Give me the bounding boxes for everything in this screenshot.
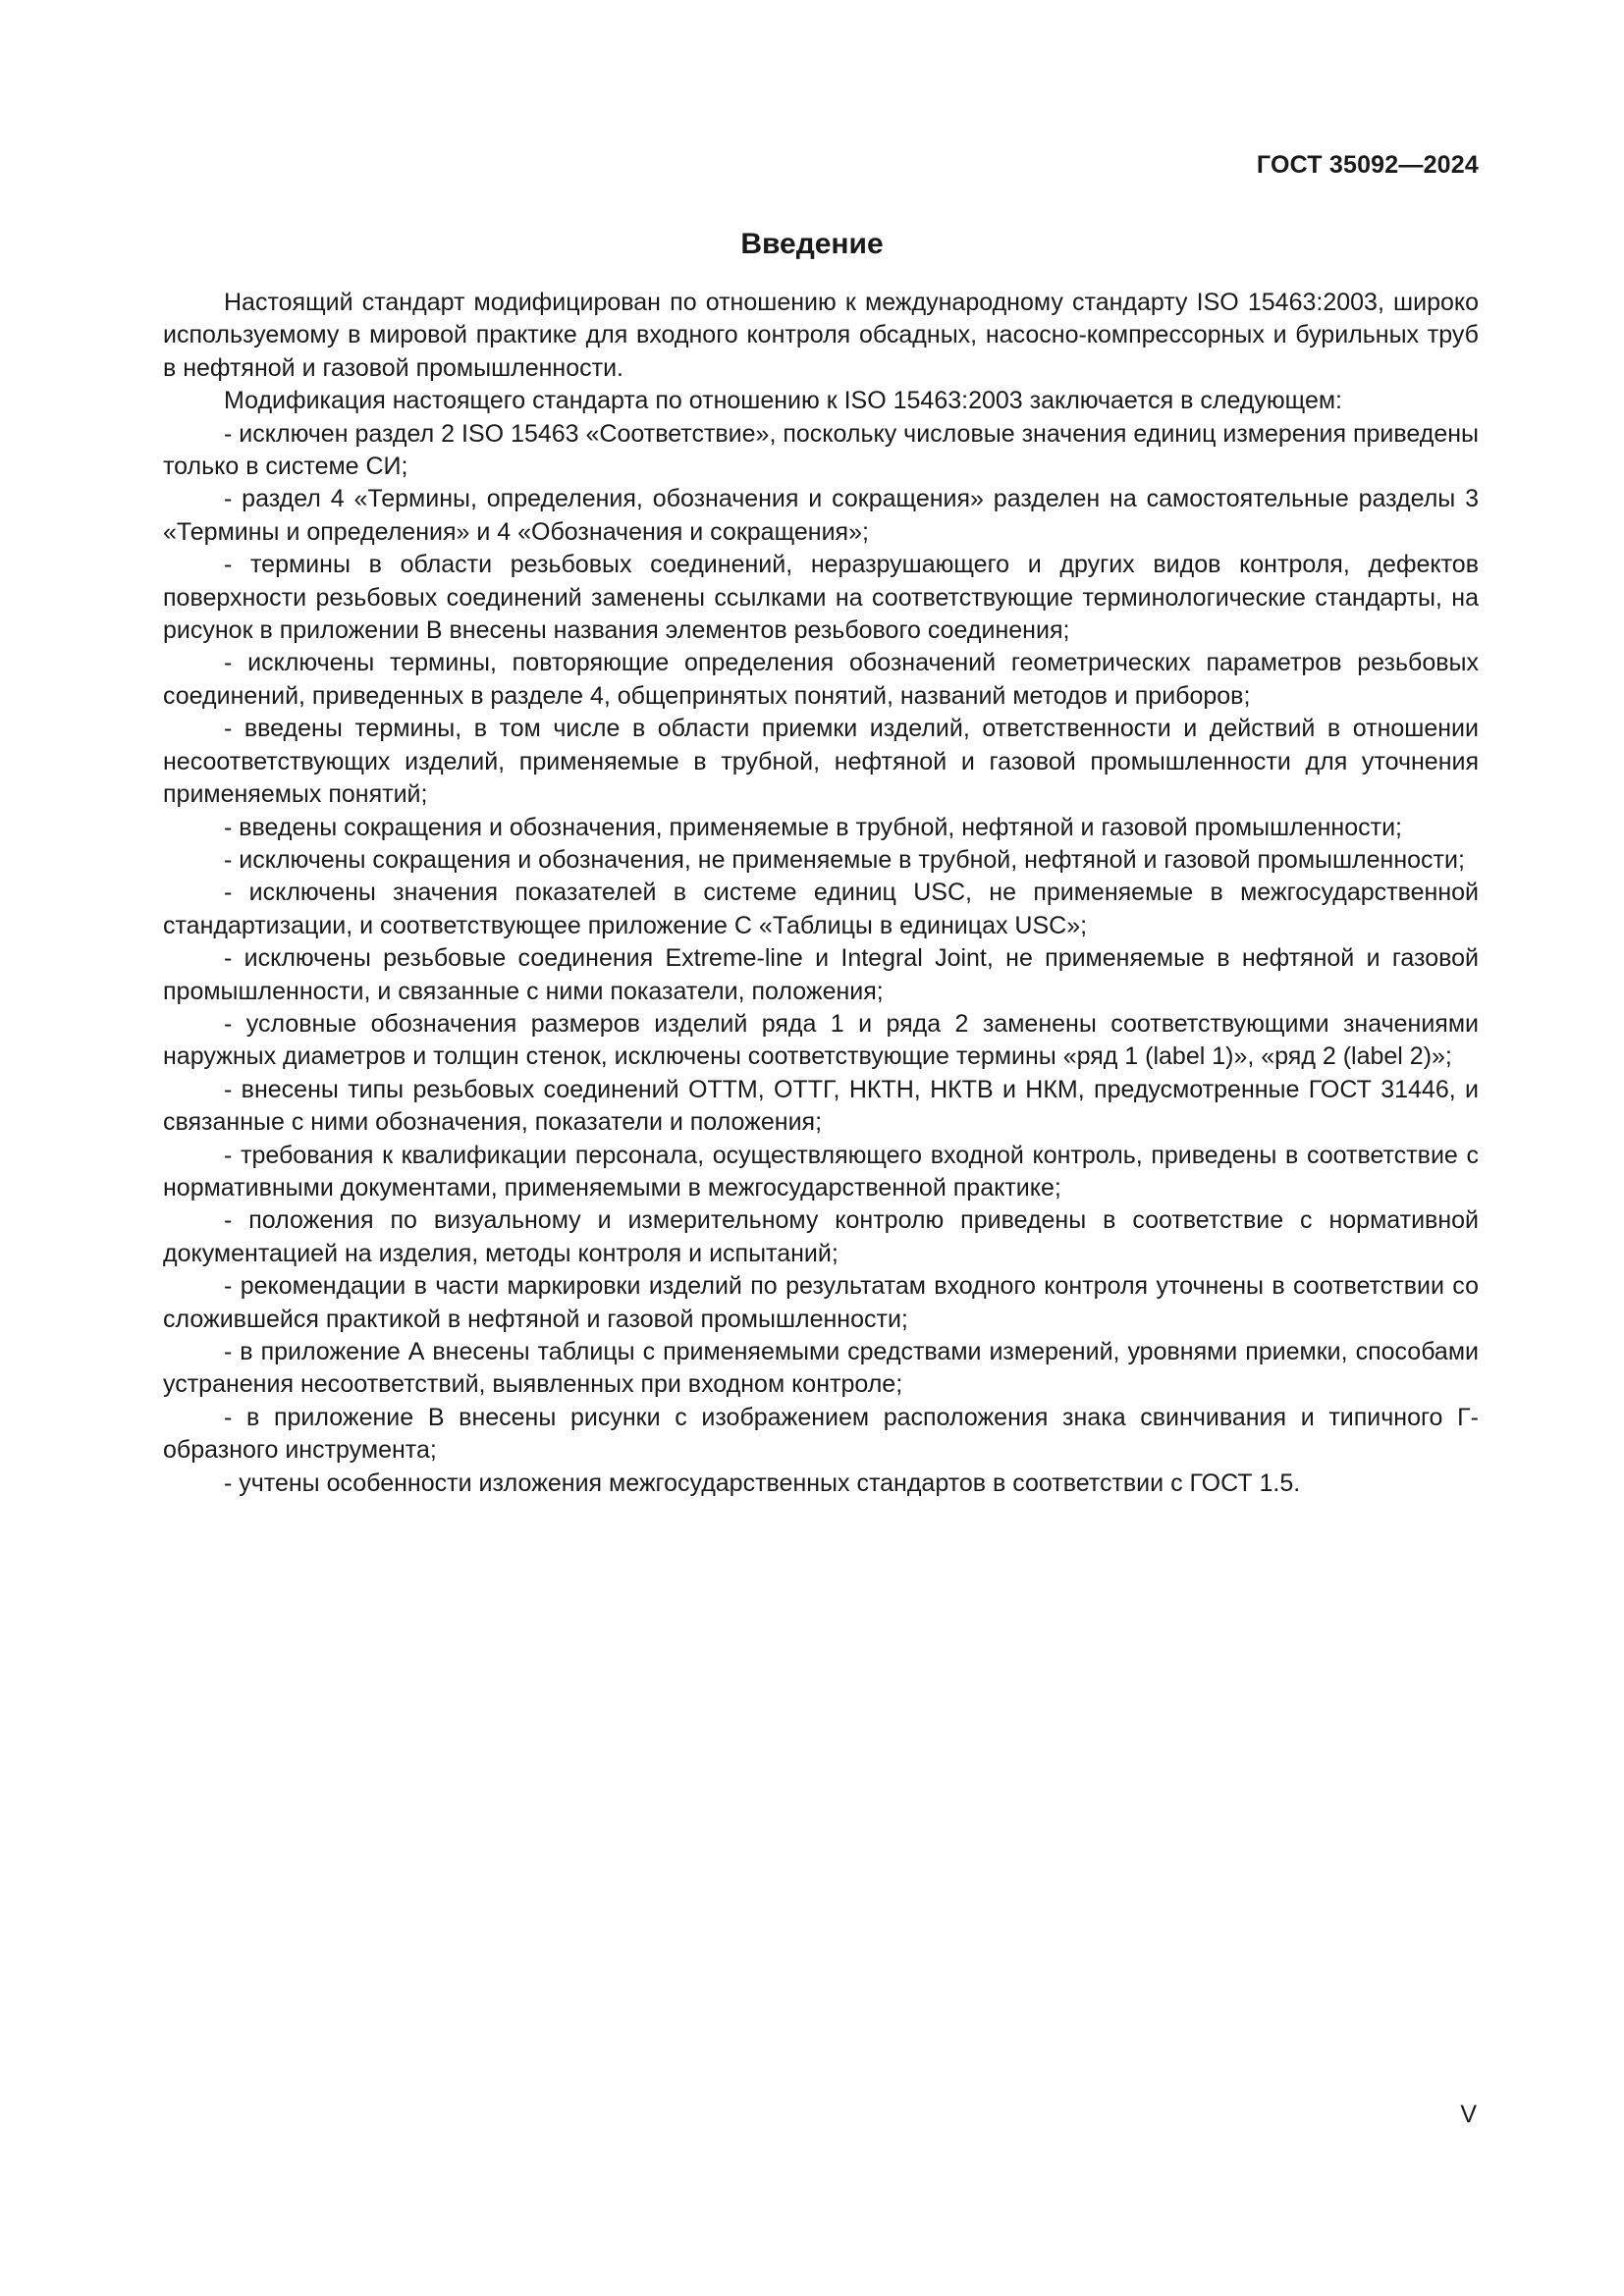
list-item: - исключены резьбовые соединения Extreme-line и Integral Joint, не применяемые в нефтяной и газовой промышленности, и связанные с ними показатели, положения; <box>163 944 1479 1005</box>
page-number: V <box>1460 2101 1477 2128</box>
list-item: - введены термины, в том числе в области приемки изделий, ответственности и действий в отношении несоответствующих изделий, применяемые в трубной, нефтяной и газовой промышленности для уточнения применяемых понятий; <box>163 715 1479 809</box>
list-item: - введены сокращения и обозначения, применяемые в трубной, нефтяной и газовой промышленности; <box>224 813 1402 841</box>
document-number: ГОСТ 35092—2024 <box>1256 151 1479 179</box>
list-item: - положения по визуальному и измерительному контролю приведены в соответствие с нормативной документацией на изделия, методы контроля и испытаний; <box>163 1206 1479 1267</box>
list-item: - рекомендации в части маркировки изделий по результатам входного контроля уточнены в соответствии со сложившейся практикой в нефтяной и газовой промышленности; <box>163 1272 1479 1333</box>
list-item: - исключены термины, повторяющие определения обозначений геометрических параметров резьбовых соединений, приведенных в разделе 4, общепринятых понятий, названий методов и приборов; <box>163 649 1479 710</box>
list-item: - условные обозначения размеров изделий ряда 1 и ряда 2 заменены соответствующими значениями наружных диаметров и толщин стенок, исключены соответствующие термины «ряд 1 (label 1)», «ряд 2 (label 2)»; <box>163 1009 1479 1071</box>
list-item: - исключен раздел 2 ISO 15463 «Соответствие», поскольку числовые значения единиц измерения приведены только в системе СИ; <box>163 419 1479 481</box>
paragraph-modification: Модификация настоящего стандарта по отношению к ISO 15463:2003 заключается в следующем: <box>224 387 1342 415</box>
introduction-body <box>163 287 1479 1500</box>
list-item: - внесены типы резьбовых соединений ОТТМ, ОТТГ, НКТН, НКТВ и НКМ, предусмотренные ГОСТ 31446, и связанные с ними обозначения, показатели и положения; <box>163 1075 1479 1137</box>
list-item: - раздел 4 «Термины, определения, обозначения и сокращения» разделен на самостоятельные разделы 3 «Термины и определения» и 4 «Обозначения и сокращения»; <box>163 485 1479 546</box>
list-item: - учтены особенности изложения межгосударственных стандартов в соответствии с ГОСТ 1.5. <box>224 1468 1301 1497</box>
list-item: - в приложение В внесены рисунки с изображением расположения знака свинчивания и типичного Г-образного инструмента; <box>163 1403 1479 1465</box>
list-item: - требования к квалификации персонала, осуществляющего входной контроль, приведены в соответствие с нормативными документами, применяемыми в межгосударственной практике; <box>163 1141 1479 1201</box>
list-item: - термины в области резьбовых соединений, неразрушающего и других видов контроля, дефектов поверхности резьбовых соединений заменены ссылками на соответствующие терминологические стандарты, на рисунок в приложении В внесены названия элементов резьбового соединения; <box>163 551 1479 645</box>
list-item: - исключены сокращения и обозначения, не применяемые в трубной, нефтяной и газовой промышленности; <box>224 845 1465 874</box>
list-item: - в приложение А внесены таблицы с применяемыми средствами измерений, уровнями приемки, способами устранения несоответствий, выявленных при входном контроле; <box>163 1338 1479 1399</box>
section-title: Введение <box>740 228 884 260</box>
list-item: - исключены значения показателей в системе единиц USC, не применяемые в межгосударственной стандартизации, и соответствующее приложение С «Таблицы в единицах USC»; <box>163 879 1479 939</box>
paragraph-intro: Настоящий стандарт модифицирован по отношению к международному стандарту ISO 15463:2003, широко используемому в мировой практике для входного контроля обсадных, насосно-компрессорных и бурильных труб в нефтяной и газовой промышленности. <box>163 289 1479 382</box>
